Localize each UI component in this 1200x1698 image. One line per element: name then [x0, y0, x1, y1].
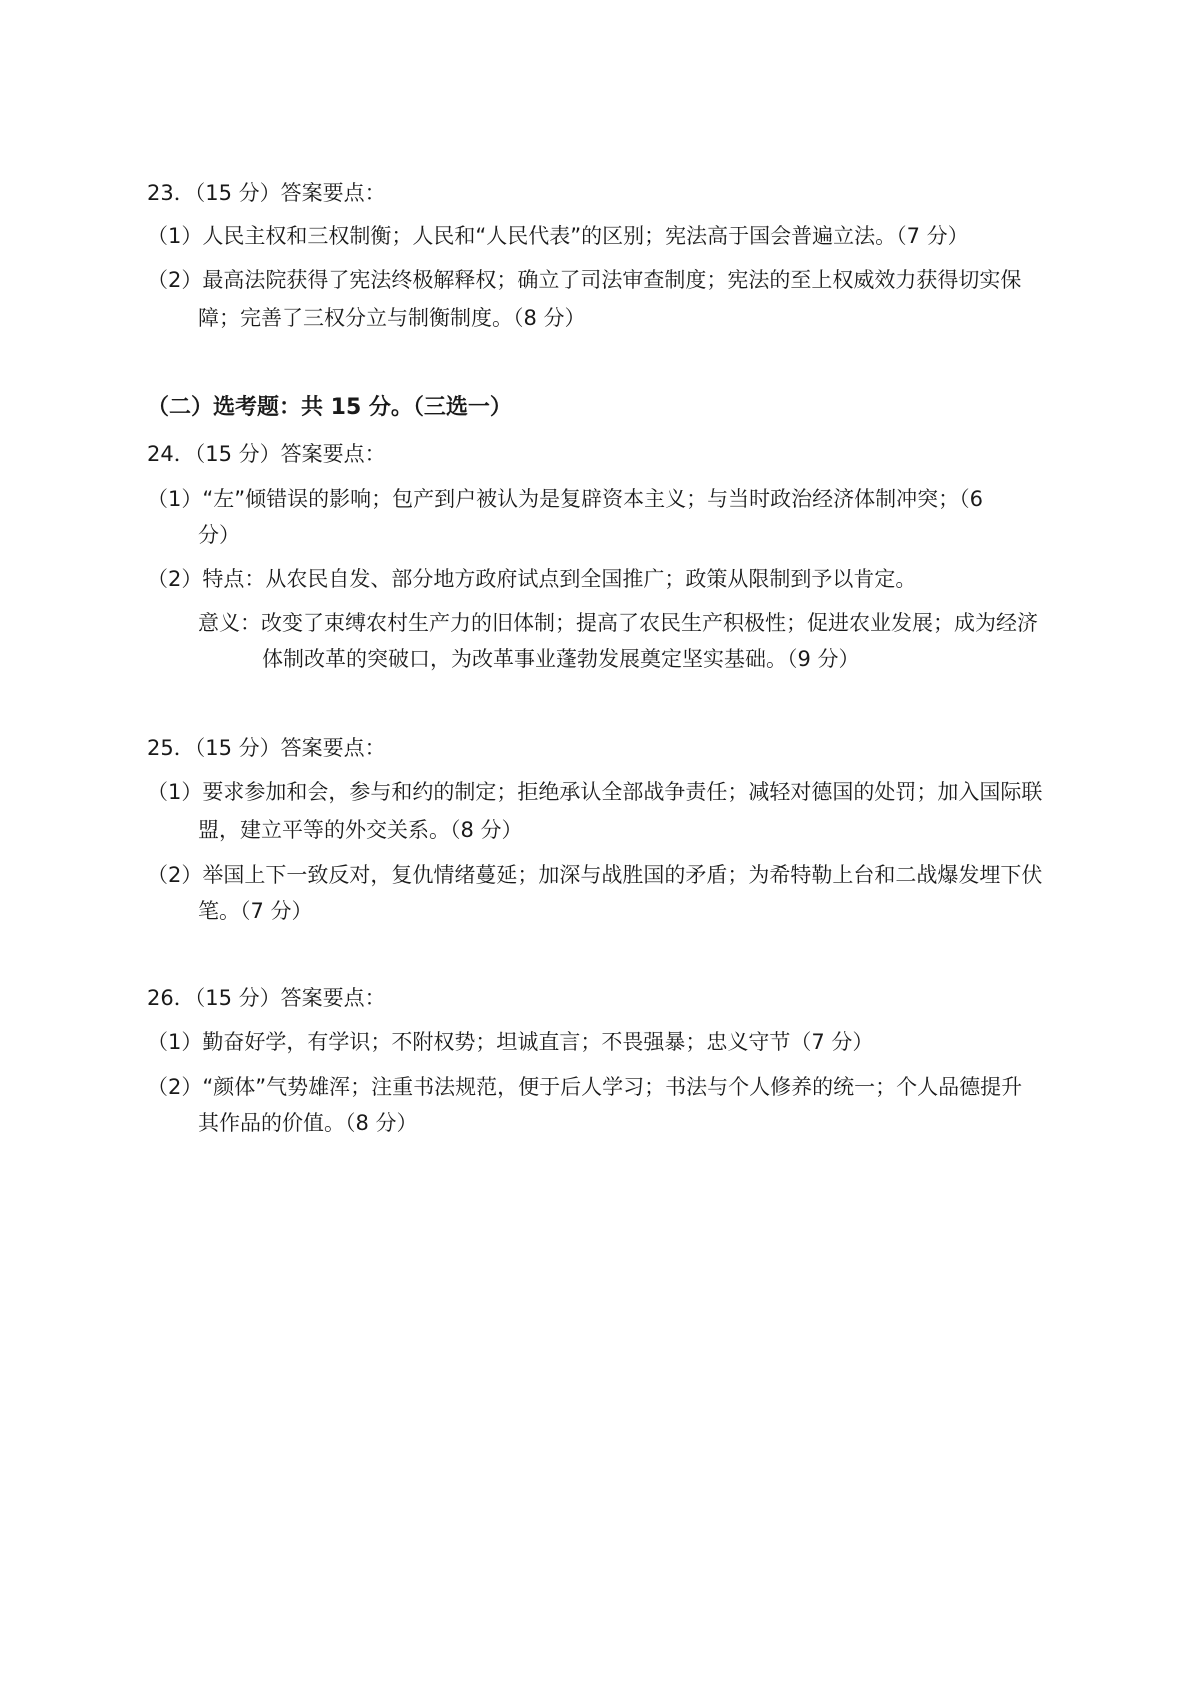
q25-header: 25．（15 分）答案要点： [147, 736, 386, 760]
q23-part2-line1: （2）最高法院获得了宪法终极解释权；确立了司法审查制度；宪法的至上权威效力获得切实保 [147, 268, 1022, 292]
q25-part2-line2: 笔。（7 分） [198, 899, 313, 923]
q23-header: 23．（15 分）答案要点： [147, 181, 386, 205]
q25-part2-line1: （2）举国上下一致反对，复仇情绪蔓延；加深与战胜国的矛盾；为希特勒上台和二战爆发埋下伏 [147, 863, 1043, 887]
q25-part1-line1: （1）要求参加和会，参与和约的制定；拒绝承认全部战争责任；减轻对德国的处罚；加入国际联 [147, 780, 1043, 804]
section-title-elective: （二）选考题：共 15 分。（三选一） [147, 395, 512, 420]
q26-part2-line1: （2）“颜体”气势雄浑；注重书法规范，便于后人学习；书法与个人修养的统一；个人品德提升 [147, 1075, 1023, 1099]
q24-part1-line1: （1）“左”倾错误的影响；包产到户被认为是复辟资本主义；与当时政治经济体制冲突；（6 [147, 487, 983, 511]
q26-part2-line2: 其作品的价值。（8 分） [198, 1111, 418, 1135]
q24-part3-line1: 意义：改变了束缚农村生产力的旧体制；提高了农民生产积极性；促进农业发展；成为经济 [198, 611, 1038, 635]
q25-part1-line2: 盟，建立平等的外交关系。（8 分） [198, 818, 523, 842]
q26-part1: （1）勤奋好学，有学识；不附权势；坦诚直言；不畏强暴；忠义守节（7 分） [147, 1030, 874, 1054]
q26-header: 26．（15 分）答案要点： [147, 986, 386, 1010]
q24-part2: （2）特点：从农民自发、部分地方政府试点到全国推广；政策从限制到予以肯定。 [147, 567, 917, 591]
q23-part2-line2: 障；完善了三权分立与制衡制度。（8 分） [198, 306, 586, 330]
q23-part1: （1）人民主权和三权制衡；人民和“人民代表”的区别；宪法高于国会普遍立法。（7 分） [147, 224, 969, 248]
q24-part3-line2: 体制改革的突破口，为改革事业蓬勃发展奠定坚实基础。（9 分） [262, 647, 860, 671]
q24-header: 24．（15 分）答案要点： [147, 442, 386, 466]
q24-part1-line2: 分） [198, 523, 240, 547]
